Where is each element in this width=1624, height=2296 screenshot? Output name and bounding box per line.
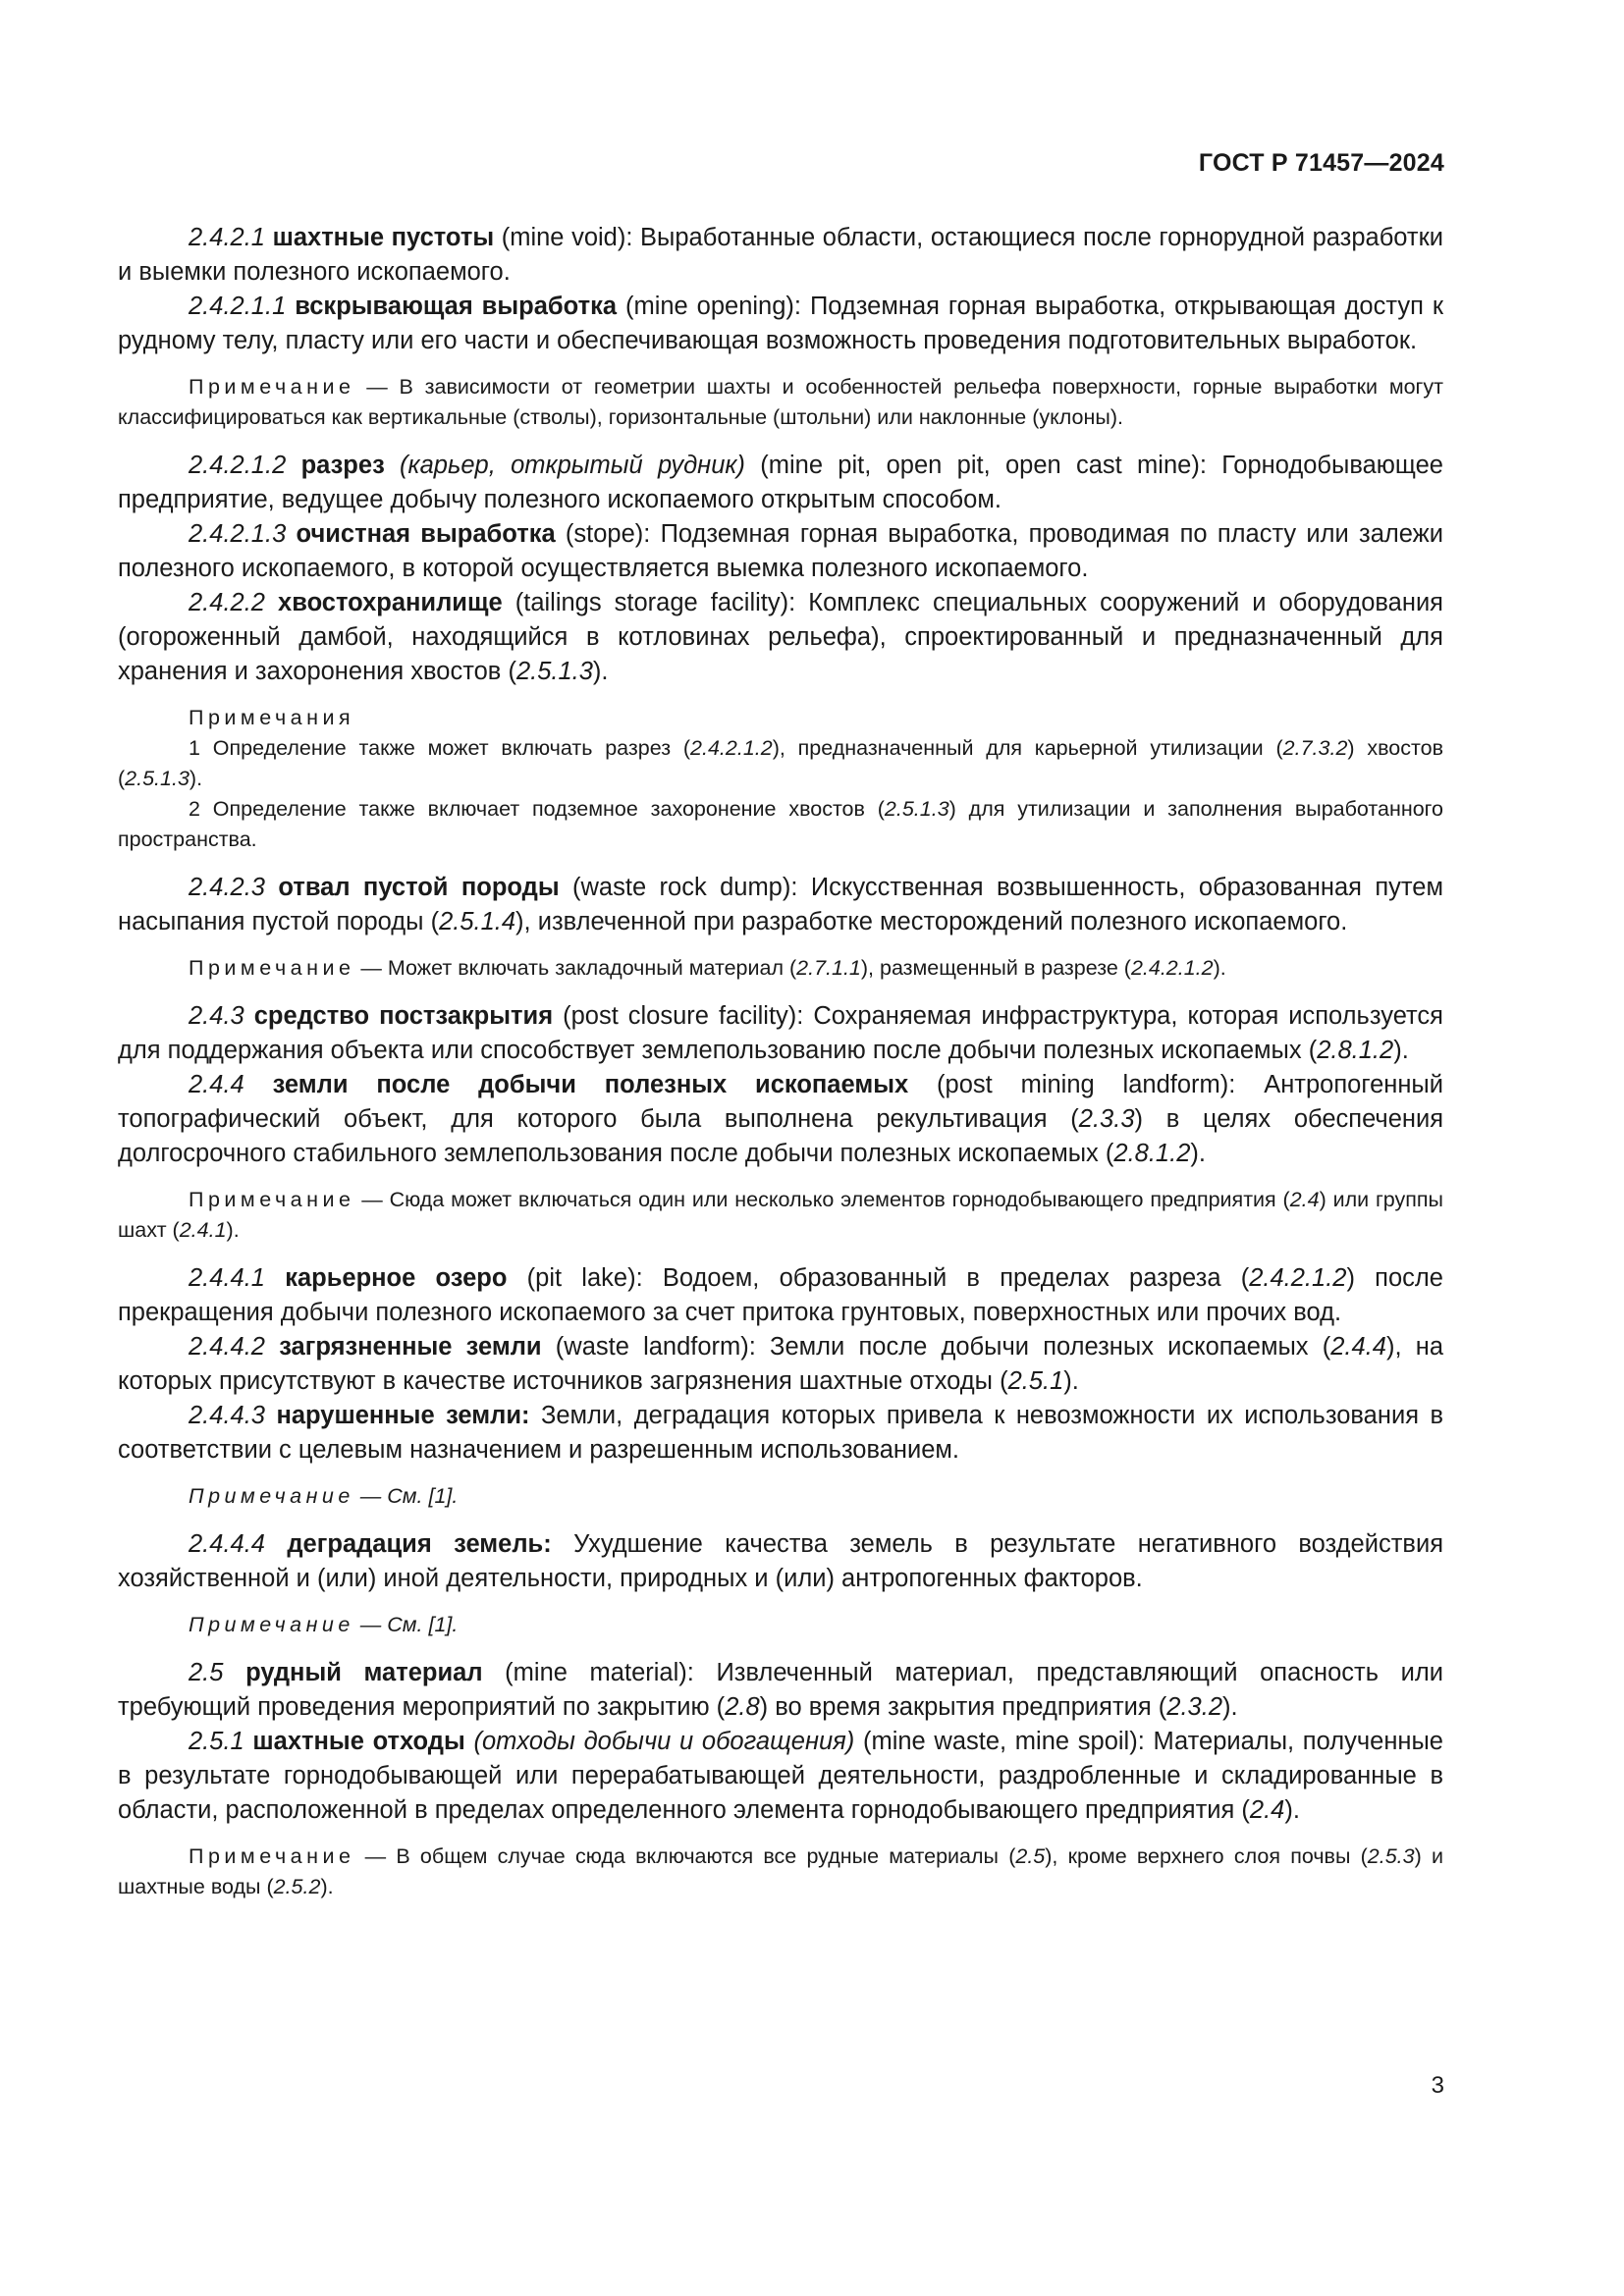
note-6 <box>118 1610 1443 1640</box>
cross-reference: 2.4.2.1.2 <box>690 736 773 760</box>
note-text: — См. [1]. <box>353 1613 459 1636</box>
definition-2-4-2-1-1 <box>118 290 1443 358</box>
definition-2-4-2-1 <box>118 221 1443 290</box>
definition-text: Ухудшение качества земель в результате негативного воздействия хозяйственной и (или) иной деятельности, природных и (или) антропогенных факторов. <box>118 1530 1444 1592</box>
definition-text: Земли, деградация которых привела к невозможности их использования в соответствии с целевым назначением и разрешенным использованием. <box>118 1402 1443 1464</box>
definition-text: ) после прекращения добычи полезного ископаемого за счет притока грунтовых, поверхностных или прочих вод. <box>118 1264 1443 1326</box>
cross-reference: 2.7.3.2 <box>1282 736 1348 760</box>
page-number: 3 <box>1431 2072 1444 2099</box>
note-text: 1 Определение также может включать разрез ( <box>189 736 691 760</box>
clause-number: 2.4.4.3 <box>189 1402 265 1429</box>
note-text: ) для утилизации и заполнения выработанного пространства. <box>118 797 1444 851</box>
term: вскрывающая выработка <box>295 293 618 320</box>
note-text: ) или группы шахт ( <box>118 1188 1444 1242</box>
cross-reference: 2.4 <box>1289 1188 1320 1211</box>
note-label: Примечание <box>189 375 355 399</box>
term: рудный материал <box>245 1659 483 1686</box>
note-4 <box>118 1185 1443 1246</box>
note-text: — В зависимости от геометрии шахты и особенностей рельефа поверхности, горные выработки могут классифицироваться как вертикальные (стволы), горизонтальные (штольни) или наклонные (уклоны). <box>118 375 1443 429</box>
definition-2-5 <box>118 1656 1443 1725</box>
note-label: Примечание <box>189 956 355 980</box>
clause-number: 2.4.4.2 <box>189 1333 265 1361</box>
definition-text: ) во время закрытия предприятия ( <box>759 1693 1167 1721</box>
cross-reference: 2.5.1.4 <box>439 908 516 935</box>
clause-number: 2.4.4.1 <box>189 1264 265 1292</box>
note-item-2 <box>118 794 1443 855</box>
cross-reference: 2.4.2.1.2 <box>1130 956 1214 980</box>
term: шахтные пустоты <box>272 224 495 251</box>
definition-text: (post mining landform): Антропогенный топографический объект, для которого была выполнена рекультивация ( <box>118 1071 1443 1133</box>
definition-text: ). <box>1190 1140 1206 1167</box>
note-text: — Может включать закладочный материал ( <box>354 956 797 980</box>
definition-text: (stope): Подземная горная выработка, проводимая по пласту или залежи полезного ископаемого, в которой осуществляется выемка полезного ископаемого. <box>118 520 1443 582</box>
document-id: ГОСТ Р 71457—2024 <box>1198 149 1444 177</box>
definition-text: ). <box>1222 1693 1238 1721</box>
note-text: ) хвостов ( <box>118 736 1443 790</box>
definition-text: (mine pit, open pit, open cast mine): Горнодобывающее предприятие, ведущее добычу полезного ископаемого открытым способом. <box>118 452 1443 513</box>
note-7 <box>118 1842 1443 1902</box>
note-text: — См. [1]. <box>353 1484 459 1508</box>
note-5 <box>118 1481 1443 1512</box>
definition-2-4-4-3 <box>118 1399 1443 1468</box>
term: отвал пустой породы <box>278 874 560 901</box>
clause-number: 2.4.3 <box>189 1002 244 1030</box>
note-label: Примечания <box>189 706 355 729</box>
clause-number: 2.4.2.1.3 <box>189 520 287 548</box>
note-text: — В общем случае сюда включаются все рудные материалы ( <box>354 1844 1016 1868</box>
definition-text: (tailings storage facility): Комплекс специальных сооружений и оборудования (огороженный дамбой, находящийся в котловинах рельефа), спроектированный и предназначенный для хранения и захоронения хвостов ( <box>118 589 1443 685</box>
term: загрязненные земли <box>279 1333 542 1361</box>
cross-reference: 2.5.1.3 <box>515 658 593 685</box>
clause-number: 2.4.2.2 <box>189 589 265 616</box>
cross-reference: 2.3.2 <box>1166 1693 1222 1721</box>
definition-text: ) в целях обеспечения долгосрочного стабильного землепользования после добычи полезных ископаемых ( <box>118 1105 1444 1167</box>
page-content <box>118 221 1443 1918</box>
definition-2-5-1 <box>118 1725 1443 1828</box>
definition-2-4-4-1 <box>118 1261 1443 1330</box>
note-text: ), размещенный в разрезе ( <box>860 956 1131 980</box>
term: деградация земель: <box>287 1530 552 1558</box>
synonym: (отходы добычи и обогащения) <box>464 1728 855 1755</box>
term: средство постзакрытия <box>253 1002 554 1030</box>
cross-reference: 2.5.1.3 <box>884 797 949 821</box>
cross-reference: 2.8 <box>725 1693 760 1721</box>
term: шахтные отходы <box>252 1728 465 1755</box>
note-text: 2 Определение также включает подземное захоронение хвостов ( <box>189 797 885 821</box>
definition-2-4-2-1-3 <box>118 517 1443 586</box>
definition-text: ), на которых присутствуют в качестве источников загрязнения шахтные отходы ( <box>118 1333 1443 1395</box>
cross-reference: 2.4 <box>1249 1796 1285 1824</box>
definition-2-4-2-2 <box>118 586 1443 689</box>
cross-reference: 2.5.3 <box>1367 1844 1415 1868</box>
note-text: ), кроме верхнего слоя почвы ( <box>1045 1844 1368 1868</box>
definition-text: (mine waste, mine spoil): Материалы, полученные в результате горнодобывающей или перерабатывающей деятельности, раздробленные и складированные в области, расположенной в пределах определенного элемента горнодобывающего предприятия ( <box>118 1728 1443 1824</box>
clause-number: 2.4.2.1.2 <box>189 452 287 479</box>
note-item-1 <box>118 733 1443 794</box>
note-text: ) и шахтные воды ( <box>118 1844 1443 1898</box>
definition-text: ). <box>1393 1037 1409 1064</box>
definition-text: (waste rock dump): Искусственная возвышенность, образованная путем насыпания пустой породы ( <box>118 874 1443 935</box>
cross-reference: 2.5 <box>1015 1844 1046 1868</box>
definition-text: (mine void): Выработанные области, остающиеся после горнорудной разработки и выемки полезного ископаемого. <box>118 224 1444 286</box>
clause-number: 2.4.2.1 <box>189 224 265 251</box>
clause-number: 2.5 <box>189 1659 224 1686</box>
note-text: ). <box>226 1218 240 1242</box>
note-label: Примечание <box>189 1844 355 1868</box>
note-text: ). <box>189 767 203 790</box>
term: разрез <box>300 452 385 479</box>
term: нарушенные земли: <box>276 1402 530 1429</box>
cross-reference: 2.7.1.1 <box>796 956 861 980</box>
note-text: — Сюда может включаться один или несколько элементов горнодобывающего предприятия ( <box>354 1188 1290 1211</box>
cross-reference: 2.5.1.3 <box>125 767 189 790</box>
definition-2-4-4-2 <box>118 1330 1443 1399</box>
definition-2-4-4 <box>118 1068 1443 1171</box>
term: хвостохранилище <box>278 589 503 616</box>
synonym: (карьер, открытый рудник) <box>384 452 745 479</box>
clause-number: 2.4.4 <box>189 1071 244 1098</box>
note-1 <box>118 372 1443 433</box>
clause-number: 2.4.4.4 <box>189 1530 265 1558</box>
definition-text: ). <box>1284 1796 1300 1824</box>
note-text: ), предназначенный для карьерной утилизации ( <box>772 736 1283 760</box>
clause-number: 2.5.1 <box>189 1728 244 1755</box>
cross-reference: 2.4.4 <box>1330 1333 1386 1361</box>
definition-text: (waste landform): Земли после добычи полезных ископаемых ( <box>541 1333 1331 1361</box>
cross-reference: 2.4.2.1.2 <box>1249 1264 1347 1292</box>
cross-reference: 2.5.2 <box>273 1875 321 1898</box>
cross-reference: 2.8.1.2 <box>1113 1140 1191 1167</box>
cross-reference: 2.5.1 <box>1007 1367 1064 1395</box>
definition-text: ). <box>1063 1367 1079 1395</box>
clause-number: 2.4.2.1.1 <box>189 293 287 320</box>
note-label: Примечание <box>189 1613 354 1636</box>
definition-text: ). <box>592 658 609 685</box>
note-text: ). <box>320 1875 334 1898</box>
notes-header <box>118 703 1443 733</box>
note-text: ). <box>1213 956 1226 980</box>
definition-text: ), извлеченной при разработке месторождений полезного ископаемого. <box>515 908 1348 935</box>
definition-text: (mine material): Извлеченный материал, представляющий опасность или требующий проведения мероприятий по закрытию ( <box>118 1659 1443 1721</box>
term: земли после добычи полезных ископаемых <box>272 1071 909 1098</box>
note-3 <box>118 953 1443 984</box>
definition-2-4-2-1-2 <box>118 449 1443 517</box>
term: карьерное озеро <box>285 1264 508 1292</box>
definition-2-4-3 <box>118 999 1443 1068</box>
definition-2-4-2-3 <box>118 871 1443 939</box>
note-label: Примечание <box>189 1188 355 1211</box>
definition-text: (pit lake): Водоем, образованный в пределах разреза ( <box>507 1264 1250 1292</box>
clause-number: 2.4.2.3 <box>189 874 265 901</box>
cross-reference: 2.8.1.2 <box>1317 1037 1394 1064</box>
cross-reference: 2.3.3 <box>1078 1105 1135 1133</box>
cross-reference: 2.4.1 <box>179 1218 227 1242</box>
definition-text: (post closure facility): Сохраняемая инфраструктура, которая используется для поддержания объекта или способствует землепользованию после добычи полезных ископаемых ( <box>118 1002 1443 1064</box>
definition-text: (mine opening): Подземная горная выработка, открывающая доступ к рудному телу, пласту или его части и обеспечивающая возможность проведения подготовительных выработок. <box>118 293 1443 354</box>
definition-2-4-4-4 <box>118 1527 1443 1596</box>
term: очистная выработка <box>296 520 556 548</box>
note-label: Примечание <box>189 1484 354 1508</box>
